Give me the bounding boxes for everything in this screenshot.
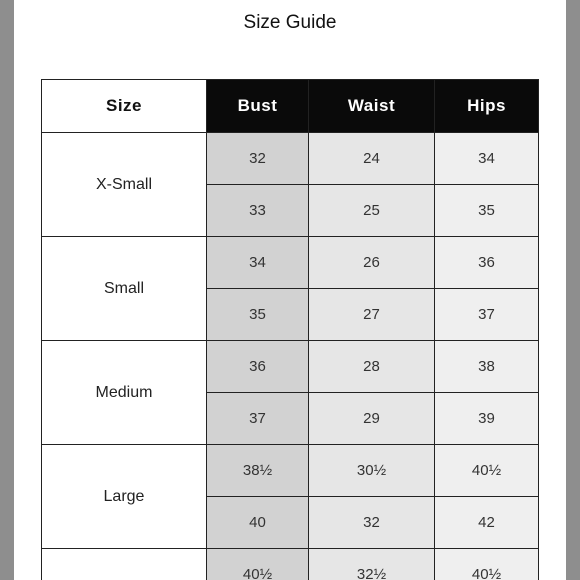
hips-cell: 42 [435, 497, 539, 549]
table-header-row [42, 80, 539, 133]
hips-cell: 40½ [435, 445, 539, 497]
header-hips: Hips [435, 80, 539, 133]
hips-cell: 35 [435, 185, 539, 237]
bust-cell: 40 [207, 497, 309, 549]
waist-cell: 30½ [309, 445, 435, 497]
size-label-small: Small [42, 237, 207, 341]
bust-cell: 36 [207, 341, 309, 393]
hips-cell: 37 [435, 289, 539, 341]
size-label-large: Large [42, 445, 207, 549]
waist-cell: 29 [309, 393, 435, 445]
size-guide-table [41, 79, 539, 580]
bust-cell: 34 [207, 237, 309, 289]
waist-cell: 28 [309, 341, 435, 393]
table-row [42, 549, 539, 580]
hips-cell: 36 [435, 237, 539, 289]
table-row [42, 237, 539, 289]
bust-cell: 38½ [207, 445, 309, 497]
waist-cell: 26 [309, 237, 435, 289]
size-guide-page [14, 0, 566, 580]
hips-cell: 40½ [435, 549, 539, 580]
page-title: Size Guide [243, 12, 337, 33]
bust-cell: 32 [207, 133, 309, 185]
waist-cell: 24 [309, 133, 435, 185]
hips-cell: 39 [435, 393, 539, 445]
header-bust: Bust [207, 80, 309, 133]
bust-cell: 40½ [207, 549, 309, 580]
header-size: Size [42, 80, 207, 133]
waist-cell: 32 [309, 497, 435, 549]
size-label-next [42, 549, 207, 580]
hips-cell: 38 [435, 341, 539, 393]
bust-cell: 35 [207, 289, 309, 341]
size-label-medium: Medium [42, 341, 207, 445]
table-row [42, 341, 539, 393]
table-row [42, 445, 539, 497]
bust-cell: 33 [207, 185, 309, 237]
bust-cell: 37 [207, 393, 309, 445]
header-waist: Waist [309, 80, 435, 133]
size-label-x-small: X-Small [42, 133, 207, 237]
hips-cell: 34 [435, 133, 539, 185]
waist-cell: 25 [309, 185, 435, 237]
table-row [42, 133, 539, 185]
waist-cell: 27 [309, 289, 435, 341]
waist-cell: 32½ [309, 549, 435, 580]
